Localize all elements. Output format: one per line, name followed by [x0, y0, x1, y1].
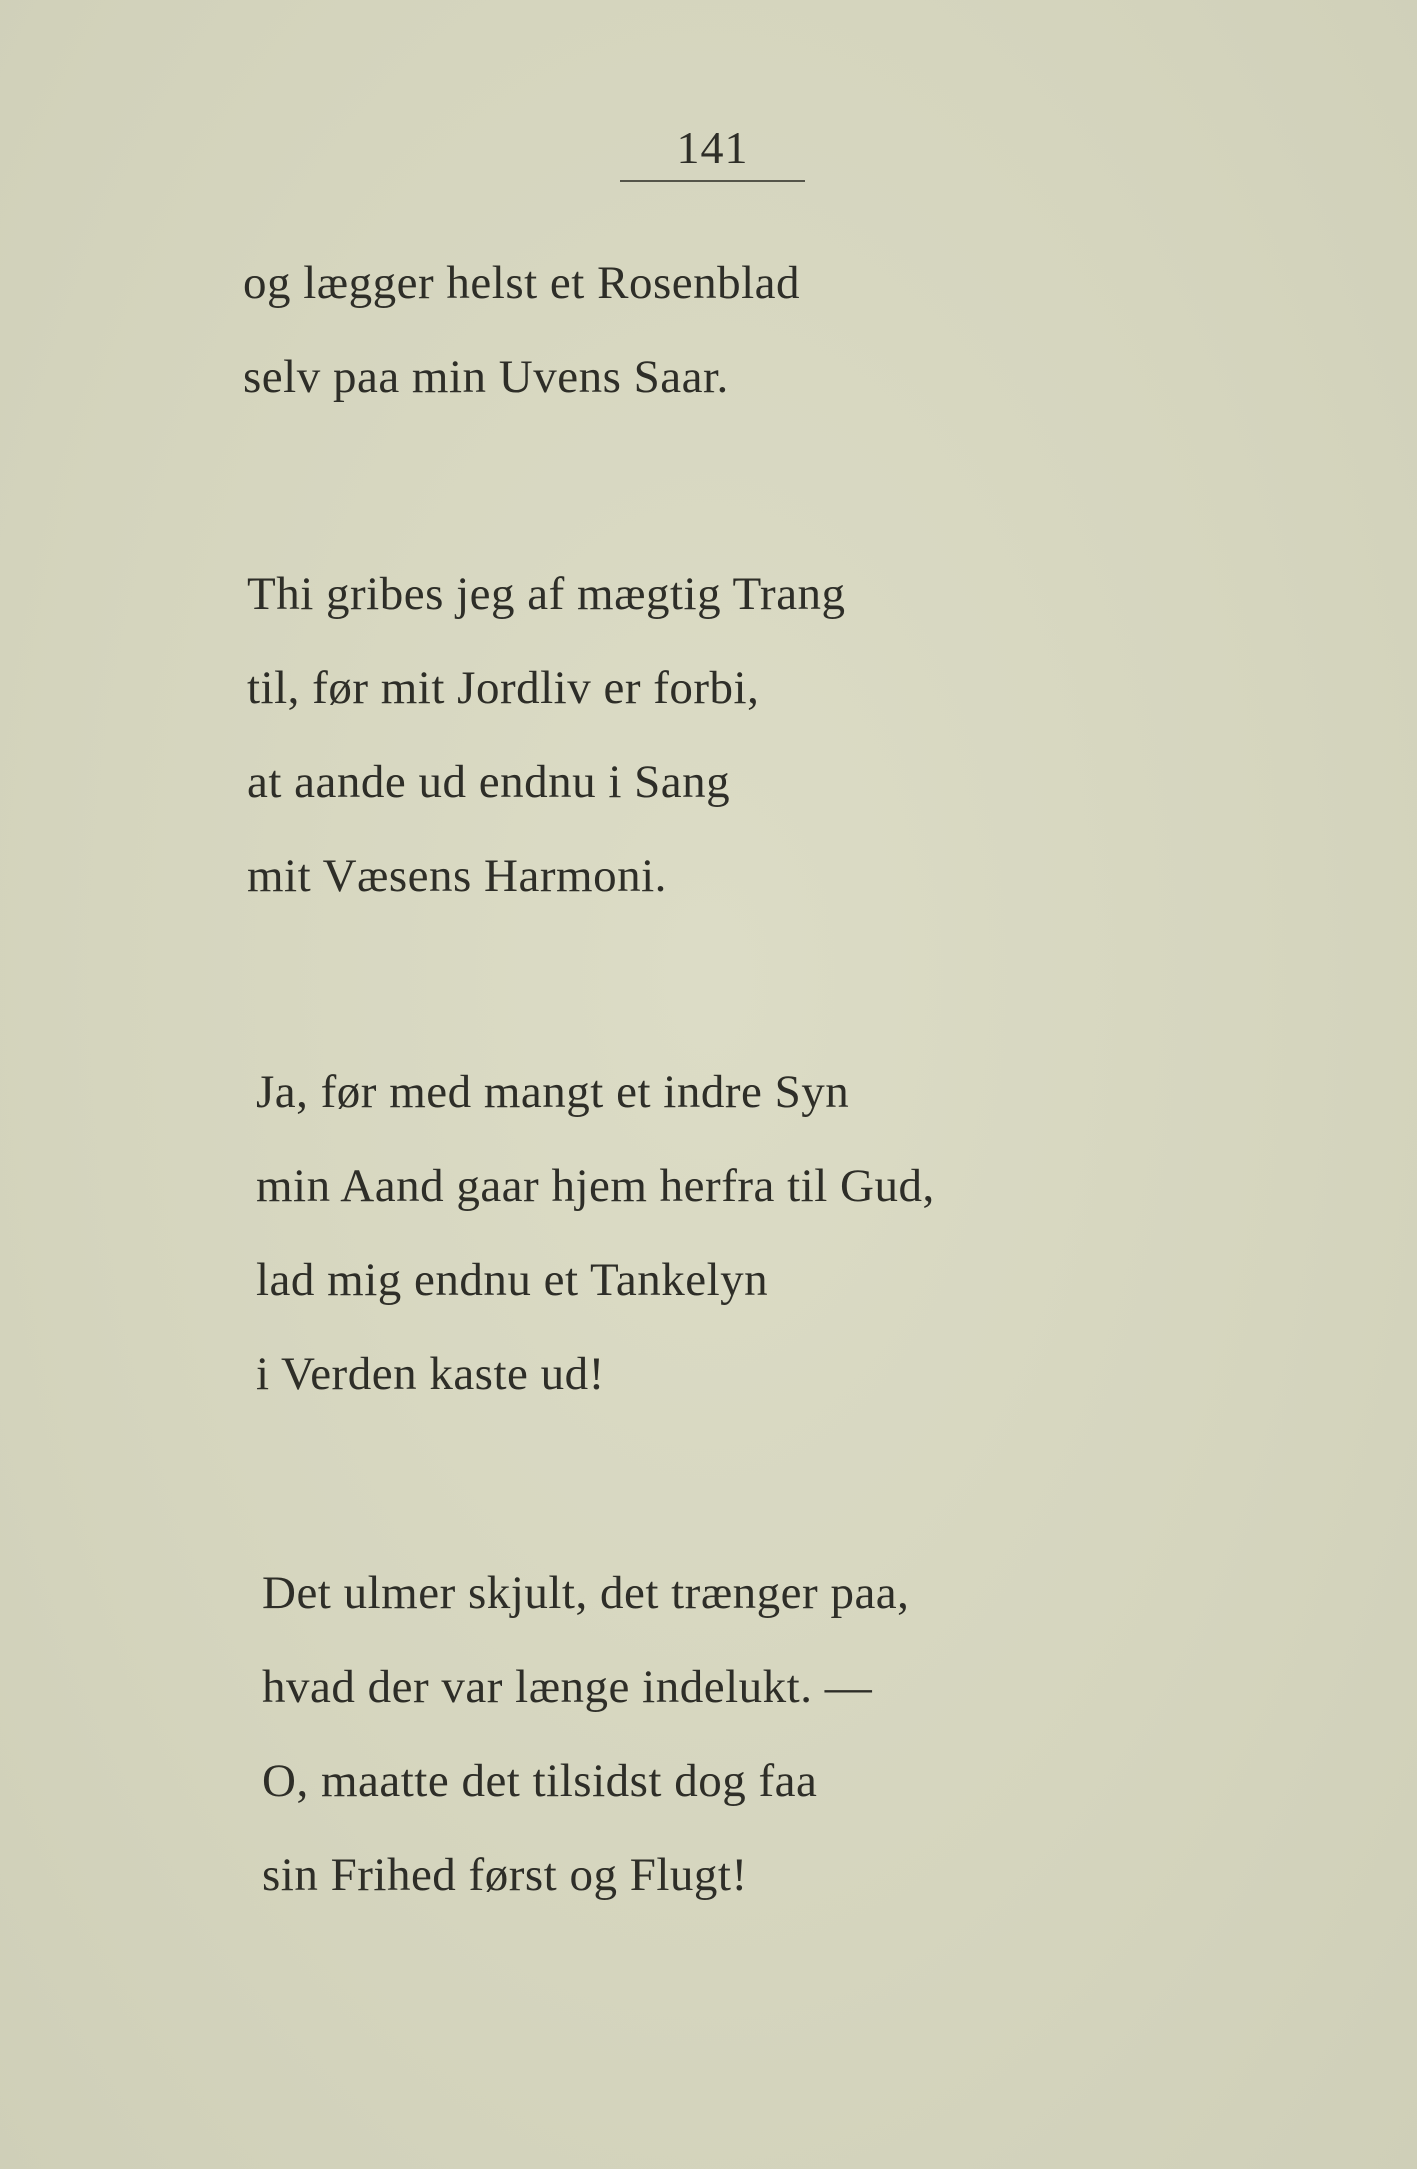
poem-line: selv paa min Uvens Saar. — [243, 351, 729, 403]
poem-line: Thi gribes jeg af mægtig Trang — [247, 568, 846, 620]
poem-line: O, maatte det tilsidst dog faa — [262, 1755, 818, 1807]
poem-line: Det ulmer skjult, det trænger paa, — [262, 1567, 910, 1619]
page-number: 141 — [676, 122, 749, 173]
poem-line: i Verden kaste ud! — [256, 1348, 605, 1400]
poem-line: til, før mit Jordliv er forbi, — [247, 662, 760, 714]
poem-line: sin Frihed først og Flugt! — [262, 1849, 748, 1901]
poem-line: og lægger helst et Rosenblad — [243, 257, 801, 309]
poem-line: lad mig endnu et Tankelyn — [256, 1254, 769, 1306]
stanza-3 — [256, 1045, 935, 1421]
stanza-2 — [247, 547, 846, 923]
poem-line: min Aand gaar hjem herfra til Gud, — [256, 1160, 935, 1212]
poem-line: mit Væsens Harmoni. — [247, 850, 667, 902]
stanza-1 — [243, 236, 800, 424]
header-rule — [620, 180, 805, 182]
stanza-4 — [262, 1546, 909, 1922]
poem-line: Ja, før med mangt et indre Syn — [256, 1066, 850, 1118]
poem-line: at aande ud endnu i Sang — [247, 756, 731, 808]
poem-line: hvad der var længe indelukt. — — [262, 1661, 873, 1713]
